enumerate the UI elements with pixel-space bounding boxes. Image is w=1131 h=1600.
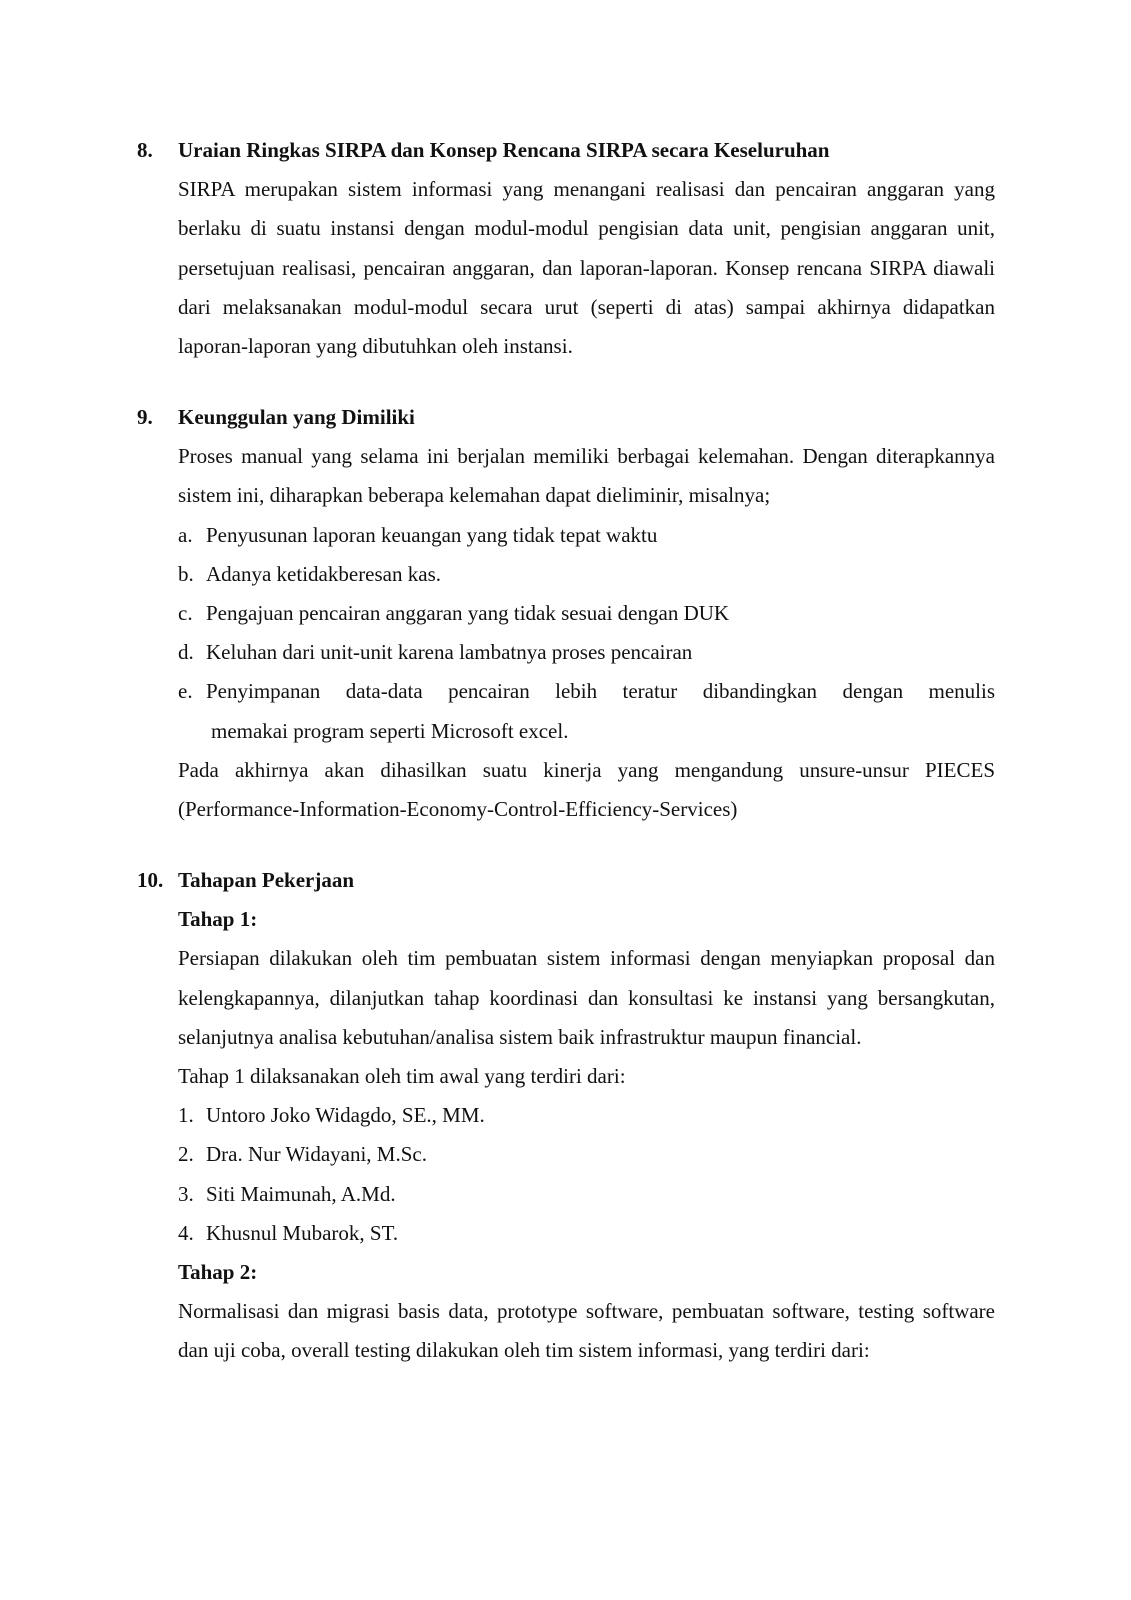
list-item-text: Penyusunan laporan keuangan yang tidak tepat waktu — [206, 522, 658, 547]
list-item — [178, 594, 995, 633]
stage-1-title: Tahap 1: — [178, 907, 258, 932]
list-marker: d. — [178, 640, 194, 665]
member-name: Khusnul Mubarok, ST. — [206, 1220, 399, 1245]
section-title: Tahapan Pekerjaan — [178, 868, 355, 892]
list-item — [178, 672, 995, 750]
stage-2-title: Tahap 2: — [178, 1260, 258, 1285]
list-item-text: Pengajuan pencairan anggaran yang tidak sesuai dengan DUK — [206, 601, 730, 626]
list-item — [178, 516, 995, 555]
paragraph: SIRPA merupakan sistem informasi yang menangani realisasi dan pencairan anggaran yang berlaku di suatu instansi dengan modul-modul pengisian data unit, pengisian anggaran unit, persetujuan realisasi, pencairan anggaran, dan laporan-laporan. Konsep rencana SIRPA diawali dari melaksanakan modul-modul secara urut (seperti di atas) sampai akhirnya didapatkan laporan-laporan yang dibutuhkan oleh instansi. — [178, 177, 995, 359]
section-body — [178, 398, 995, 829]
list-item-text: Adanya ketidakberesan kas. — [206, 561, 441, 586]
member-name: Dra. Nur Widayani, M.Sc. — [206, 1142, 427, 1167]
section-body — [178, 861, 995, 1371]
list-item — [178, 1214, 995, 1253]
list-marker: 3. — [178, 1181, 194, 1206]
team-intro: Tahap 1 dilaksanakan oleh tim awal yang terdiri dari: — [178, 1064, 626, 1089]
list-marker: a. — [178, 522, 193, 547]
member-name: Untoro Joko Widagdo, SE., MM. — [206, 1103, 485, 1128]
list-item — [178, 1175, 995, 1214]
list-item — [178, 555, 995, 594]
list-item — [178, 633, 995, 672]
section-title: Keunggulan yang Dimiliki — [178, 405, 415, 429]
closing-paragraph: Pada akhirnya akan dihasilkan suatu kinerja yang mengandung unsure-unsur PIECES (Performance-Information-Economy-Control-Efficiency-Services) — [178, 757, 995, 822]
section-number: 8. — [137, 138, 153, 162]
paragraph: Persiapan dilakukan oleh tim pembuatan sistem informasi dengan menyiapkan proposal dan kelengkapannya, dilanjutkan tahap koordinasi dan konsultasi ke instansi yang bersangkutan, selanjutnya analisa kebutuhan/analisa sistem baik infrastruktur maupun financial. — [178, 946, 995, 1049]
list-item-continuation: memakai program seperti Microsoft excel. — [211, 718, 569, 743]
list-item-text: Penyimpanan data-data pencairan lebih teratur dibandingkan dengan menulis — [206, 679, 995, 704]
section-number: 10. — [137, 868, 164, 892]
member-name: Siti Maimunah, A.Md. — [206, 1181, 396, 1206]
list-item-line — [178, 672, 995, 711]
list-marker: 4. — [178, 1220, 194, 1245]
section-title: Uraian Ringkas SIRPA dan Konsep Rencana SIRPA secara Keseluruhan — [178, 138, 830, 162]
list-item — [178, 1135, 995, 1174]
paragraph: Normalisasi dan migrasi basis data, prototype software, pembuatan software, testing software dan uji coba, overall testing dilakukan oleh tim sistem informasi, yang terdiri dari: — [178, 1299, 995, 1363]
section-number: 9. — [137, 405, 153, 429]
list-marker: e. — [178, 679, 193, 704]
section-body — [178, 131, 995, 366]
list-marker: c. — [178, 601, 193, 626]
paragraph: Proses manual yang selama ini berjalan memiliki berbagai kelemahan. Dengan diterapkannya sistem ini, diharapkan beberapa kelemahan dapat dieliminir, misalnya; — [178, 444, 995, 508]
list-item-text: Keluhan dari unit-unit karena lambatnya proses pencairan — [206, 640, 693, 665]
list-marker: 1. — [178, 1103, 194, 1128]
list-marker: 2. — [178, 1142, 194, 1167]
list-marker: b. — [178, 561, 194, 586]
list-item — [178, 1096, 995, 1135]
